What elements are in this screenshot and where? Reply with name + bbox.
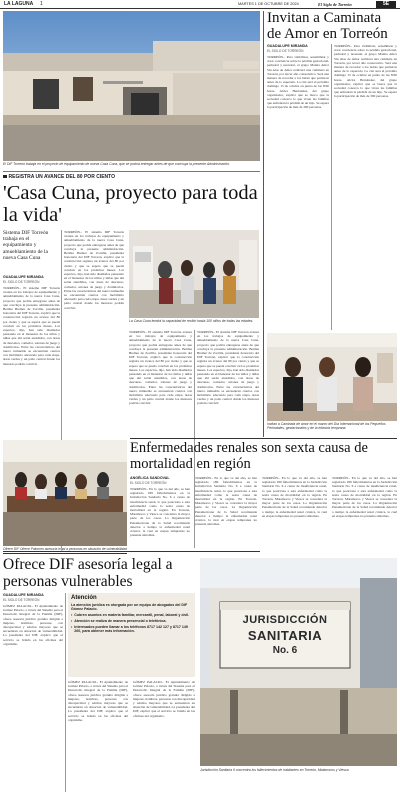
story4-outlet: EL SIGLO DE TORREÓN — [3, 598, 40, 602]
section-label: LA LAGUNA — [4, 1, 34, 7]
atencion-bullet — [71, 625, 192, 634]
bullet-icon: • — [71, 612, 73, 617]
bullet-text: Interesados pueden llamar a los teléfonos 8717 142 127 y 8717 149 260, para obtener más información. — [74, 624, 188, 634]
story1-body-col1: TORREÓN.- El sistema DIF Torreón avanza en los trabajos de equipamiento y amueblamiento de la nueva Casa Cuna, proyecto que podría entregarse antes de que concluya la presente administración. Bettina Bremer de Zorrilla, presidenta honoraria del DIF Torreón, explicó que la construcción registra un avance del 80 por ciento y que se espera que se pueda concluir en los próximos meses. Los espacios, dijo, han sido diseñados pensando en el bienestar de los niños y niñas que ahí serán atendidos, con áreas de descanso, comedor, salones de juego y dormitorios. Entre las características del nuevo inmueble se encuentran cuartos con mobiliario adecuado para cada etapa, áreas verdes y un patio central donde los menores podrán convivir. — [3, 286, 60, 366]
story3-body-col3: TORREÓN.- En lo que va del año, se han registrado 189 fallecimientos en la Jurisdicción Sanitaria No. 6 a causa de insuficiencia renal, lo que posiciona a esta enfermedad como la sexta causa de mortalidad en la región. En Torreón, Matamoros y Viesca se concentra la mayor parte de los casos. La Organización Panamericana de la Salud recomienda detectar a tiempo la enfermedad renal crónica, la cual en etapas tempranas no presenta síntomas. — [262, 476, 327, 518]
divider — [3, 171, 260, 172]
story3-body-col2: TORREÓN.- En lo que va del año, se han registrado 189 fallecimientos en la Jurisdicción Sanitaria No. 6 a causa de insuficiencia renal, lo que posiciona a esta enfermedad como la sexta causa de mortalidad en la región. En Torreón, Matamoros y Viesca se concentra la mayor parte de los casos. La Organización Panamericana de la Salud recomienda detectar a tiempo la enfermedad renal crónica, la cual en etapas tempranas no presenta síntomas. — [195, 476, 257, 527]
caminata-photo — [267, 333, 397, 421]
story3-body-col1: TORREÓN.- En lo que va del año, se han registrado 189 fallecimientos en la Jurisdicción Sanitaria No. 6 a causa de insuficiencia renal, lo que posiciona a esta enfermedad como la sexta causa de mortalidad en la región. En Torreón, Matamoros y Viesca se concentra la mayor parte de los casos. La Organización Panamericana de la Salud recomienda detectar a tiempo la enfermedad renal crónica, la cual en etapas tempranas no presenta síntomas. — [130, 487, 190, 538]
story4-author: GUADALUPE MIRANDA — [3, 593, 44, 597]
issue-date: MARTES 1 DE OCTUBRE DE 2024 — [238, 2, 299, 6]
story4-body-col1: GÓMEZ PALACIO.- El Ayuntamiento de Gómez Palacio, a través del Sistema para el Desarrollo Integral de la Familia (DIF), ofrece asesoría jurídica gratuita dirigida a mujeres, hombres, personas con discapacidad y adultos mayores que se encuentren en situación de vulnerabilidad. La presidenta del DIF, explicó que el servicio se brinda en las oficinas del organismo. — [3, 604, 63, 646]
story4-body-col2: GÓMEZ PALACIO.- El Ayuntamiento de Gómez Palacio, a través del Sistema para el Desarrollo Integral de la Familia (DIF), ofrece asesoría jurídica gratuita dirigida a mujeres, hombres, personas con discapacidad y adultos mayores que se encuentren en situación de vulnerabilidad. La presidenta del DIF, explicó que el servicio se brinda en las oficinas del organismo. — [68, 680, 128, 722]
bullet-icon: • — [71, 624, 73, 629]
atencion-bullet — [71, 619, 192, 623]
ofrece-dif-photo-caption: Ofrece DIF Ofrece Palomeo asesoría legal a personas en situación de vulnerabilidad — [3, 547, 127, 551]
casa-cuna-photo — [3, 11, 260, 161]
bullet-icon: • — [71, 618, 73, 623]
ofrece-dif-photo — [3, 440, 127, 546]
story3-author: ANGÉLICA SANDOVAL — [130, 476, 170, 480]
story1-headline: 'Casa Cuna, proyecto para toda la vida' — [3, 182, 258, 226]
story1-deck: Sistema DIF Torreón trabaja en el equipamiento y amueblamiento de la nueva Casa Cuna — [3, 230, 49, 261]
interior-photo-caption: La Casa Cuna tendrá la capacidad de recibir hasta 100 niños de todas las edades. — [129, 319, 254, 323]
story4-body-col3: GÓMEZ PALACIO.- El Ayuntamiento de Gómez Palacio, a través del Sistema para el Desarrollo Integral de la Familia (DIF), ofrece asesoría jurídica gratuita dirigida a mujeres, hombres, personas con discapacidad y adultos mayores que se encuentren en situación de vulnerabilidad. La presidenta del DIF, explicó que el servicio se brinda en las oficinas del organismo. — [133, 680, 195, 718]
divider — [3, 553, 127, 554]
section-rule — [263, 11, 264, 437]
page-header — [0, 0, 400, 9]
atencion-box — [68, 593, 195, 677]
atencion-list — [71, 613, 192, 634]
story4-headline: Ofrece DIF asesoría legal a personas vulnerables — [3, 556, 173, 590]
brand-name: El Siglo de Torreón — [318, 1, 352, 7]
sign-line-2: SANITARIA — [247, 628, 323, 643]
page-number: 1 — [40, 1, 43, 7]
kicker-text: REGISTRA UN AVANCE DEL 80 POR CIENTO — [8, 174, 115, 180]
column-rule — [65, 593, 66, 792]
bullet-text: Atención se realiza de manera presencial o telefónica. — [74, 618, 167, 623]
story3-headline: Enfermedades renales son sexta causa de mortalidad en región — [130, 440, 368, 472]
caminata-photo-caption: Invitan a Caminata de amor en el marco del Día Internacional de los Pequeños Perinatales, gestacionales y de la infancia temprana. — [267, 422, 386, 431]
story1-body-col2: TORREÓN.- El sistema DIF Torreón avanza en los trabajos de equipamiento y amueblamiento de la nueva Casa Cuna, proyecto que podría entregarse antes de que concluya la presente administración. Bettina Bremer de Zorrilla, presidenta honoraria del DIF Torreón, explicó que la construcción registra un avance del 80 por ciento y que se espera que se pueda concluir en los próximos meses. Los espacios, dijo, han sido diseñados pensando en el bienestar de los niños y niñas que ahí serán atendidos, con áreas de descanso, comedor, salones de juego y dormitorios. Entre las características del nuevo inmueble se encuentran cuartos con mobiliario adecuado para cada etapa, áreas verdes y un patio central donde los menores podrán convivir. — [64, 230, 124, 310]
story3-outlet: EL SIGLO DE TORREÓN — [130, 481, 167, 485]
jurisdiccion-photo — [200, 558, 397, 766]
casa-cuna-photo-caption: El DIF Torreón trabaja en el proyecto de equipamiento de nueva Casa Cuna, que se podría entregar antes de que concluya la presente Administración. — [3, 162, 230, 166]
atencion-title: Atención — [71, 595, 97, 601]
story3-body-col4: TORREÓN.- En lo que va del año, se han registrado 189 fallecimientos en la Jurisdicción Sanitaria No. 6 a causa de insuficiencia renal, lo que posiciona a esta enfermedad como la sexta causa de mortalidad en la región. En Torreón, Matamoros y Viesca se concentra la mayor parte de los casos. La Organización Panamericana de la Salud recomienda detectar a tiempo la enfermedad renal crónica, la cual en etapas tempranas no presenta síntomas. — [332, 476, 397, 518]
square-bullet-icon — [3, 175, 7, 179]
sign-line-3: No. 6 — [272, 645, 298, 656]
story1-body-col3: TORREÓN.- El sistema DIF Torreón avanza en los trabajos de equipamiento y amueblamiento de la nueva Casa Cuna, proyecto que podría entregarse antes de que concluya la presente administración. Bettina Bremer de Zorrilla, presidenta honoraria del DIF Torreón, explicó que la construcción registra un avance del 80 por ciento y que se espera que se pueda concluir en los próximos meses. Los espacios, dijo, han sido diseñados pensando en el bienestar de los niños y niñas que ahí serán atendidos, con áreas de descanso, comedor, salones de juego y dormitorios. Entre las características del nuevo inmueble se encuentran cuartos con mobiliario adecuado para cada etapa, áreas verdes y un patio central donde los menores podrán convivir. — [129, 330, 192, 406]
story2-headline: Invitan a Caminata de Amor en Torreón — [267, 10, 388, 42]
atencion-intro: La atención jurídica es otorgada por un equipo de abogados del DIF Gómez Palacio. — [71, 602, 188, 611]
story1-author: GUADALUPE MIRANDA — [3, 275, 44, 279]
column-rule — [331, 44, 332, 330]
story1-kicker — [3, 174, 260, 180]
story2-outlet: EL SIGLO DE TORREÓN — [267, 49, 304, 53]
casa-cuna-interior-photo — [129, 230, 259, 318]
atencion-bullet — [71, 613, 192, 617]
sign-line-1: JURISDICCIÓN — [242, 614, 328, 626]
story2-author: GUADALUPE MIRANDA — [267, 44, 308, 48]
bullet-text: Cubren asuntos en materia familiar, mercantil, penal, laboral y civil. — [74, 612, 190, 617]
story1-body-col4: TORREÓN.- El sistema DIF Torreón avanza en los trabajos de equipamiento y amueblamiento de la nueva Casa Cuna, proyecto que podría entregarse antes de que concluya la presente administración. Bettina Bremer de Zorrilla, presidenta honoraria del DIF Torreón, explicó que la construcción registra un avance del 80 por ciento y que se espera que se pueda concluir en los próximos meses. Los espacios, dijo, han sido diseñados pensando en el bienestar de los niños y niñas que ahí serán atendidos, con áreas de descanso, comedor, salones de juego y dormitorios. Entre las características del nuevo inmueble se encuentran cuartos con mobiliario adecuado para cada etapa, áreas verdes y un patio central donde los menores podrán convivir. — [197, 330, 259, 406]
divider — [130, 438, 397, 439]
story1-outlet: EL SIGLO DE TORREÓN — [3, 280, 40, 284]
story2-body-col1: TORREÓN.- Para visibilizar, sensibilizar y crear conciencia sobre la pérdida gestacional, perinatal y neonatal, el grupo Manita Amor Sin Alas de Amor realizará una caminata en Torreón, por tercer año consecutivo. Será una manera de recordar a los bebés que partieron antes de lo esperado. La cita será el próximo domingo 13 de octubre en punto de las 8:00 horas. Alcira Hernández, del grupo organizador, explicó que se busca que la sociedad conozca lo que viven las familias que enfrentan la pérdida de un hijo. Se espera la participación de más de 300 personas. — [267, 55, 329, 110]
story2-body-col2: TORREÓN.- Para visibilizar, sensibilizar y crear conciencia sobre la pérdida gestacional, perinatal y neonatal, el grupo Manita Amor Sin Alas de Amor realizará una caminata en Torreón, por tercer año consecutivo. Será una manera de recordar a los bebés que partieron antes de lo esperado. La cita será el próximo domingo 13 de octubre en punto de las 8:00 horas. Alcira Hernández, del grupo organizador, explicó que se busca que la sociedad conozca lo que viven las familias que enfrentan la pérdida de un hijo. Se espera la participación de más de 300 personas. — [334, 44, 397, 99]
brand-badge: 5E — [376, 1, 396, 8]
jurisdiccion-photo-caption: Jurisdicción Sanitaria 6 concentra los fallecimientos de habitantes en Torreón, Matamoros y Viesca. — [200, 768, 350, 772]
